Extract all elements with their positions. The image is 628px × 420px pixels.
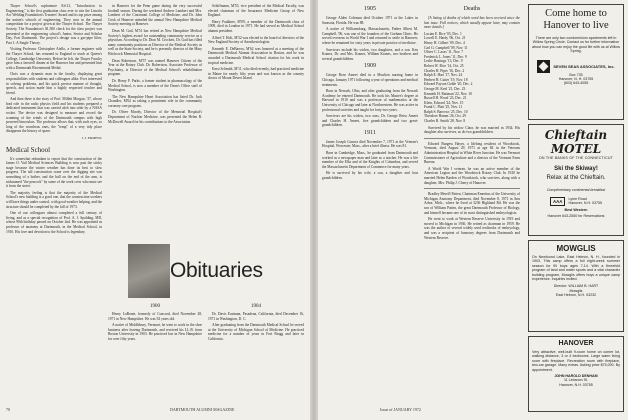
ad-body: There are only two condominium apartments left in Willow Spring Circle. Contact us for further information about how you can enjoy the good life with us at Willow Spring. (532, 36, 620, 54)
obituaries-title: Obituaries (170, 259, 263, 282)
paragraph: The New Hampshire Heart Association has listed Dr. Jack Chandler, M'62 as taking a prominent role in the community coronary care program. (108, 94, 202, 108)
paragraph: Visiting Professor Christopher Aiello, a former engineer with the Thayer School, has returned to England to teach at Queen's College, Cambridge University. Before he left, the Thayer Faculty gave him a farewell dinner at the Hanover Inn and presented him with a Dartmouth Bicentennial Medal. (6, 47, 102, 70)
paragraph: It's somewhat redundant to report that the construction of the James O. Vail Medical Sciences Building is now past the sticky stage because the winter weather has done its best to slow progress. The tall construction crane over the digging site was something of a bother, and the ball on the end of the arm, is nicknamed "the peacock" by some of the work crew who must see it from the street. (6, 156, 102, 189)
chieftain-logo: Chieftain MOTEL (544, 128, 608, 156)
chieftain-phone: Hanover 643-2550 for Reservations (547, 214, 605, 219)
paragraph: Edward Burgess Hayes, a lifelong resident of Woodstock, Vermont, died August 29, 1971 at age 84 in the Veterans Administration Hospital in White River Junction. He was Vermont Commissioner of Agriculture and a director of the Vermont Farm Bureau. (424, 141, 520, 165)
obituaries-banner (170, 252, 294, 290)
ad-chieftain-motel (528, 124, 624, 236)
paragraph: A World War I veteran, he was an active member of the American Legion and the Woodstock Rotary Club. In 1920 he married Helen Barden of Woodstock, who survives, along with a daughter, Mrs. Philip J. Cherry of Hanover. (424, 166, 520, 185)
ad-hanover-home (528, 336, 624, 412)
year-heading: 1900 (150, 304, 160, 309)
chieftain-city: Hanover, N.H. 03755 (568, 201, 603, 206)
mowglis-director: Director: WILLIAM B. HART (553, 284, 599, 289)
paragraph: Chris was a dynamic man in the faculty, displaying great responsibilities with students and colleagues alike. Ever interested in solving problems, and his quick precise manner of thought, speech, and action made him a highly respected teacher and friend. (6, 72, 102, 95)
paragraph: Survived by his widow Clara, he was married in 1934. His daughter also survives, as do two grandchildren. (424, 125, 520, 135)
mowglis-title: MOWGLIS (556, 244, 596, 253)
paragraph: After graduating from the Dartmouth Medical School he served at the University of Michigan School of Medicine. He practiced medicine for a number of years in Fort Bragg and later in California. (208, 323, 304, 341)
paragraph: George Alden Coleman died October 1971 at the Lakes in Sarasota, Florida. He was 88. (322, 16, 418, 25)
chieftain-ski: Ski the Skiway! (554, 166, 598, 173)
list-item: Klein, Edward '24, Nov. 15 (424, 100, 464, 105)
left-col-3 (208, 4, 304, 240)
paragraph: Bradley Merrill Patten, Chairman Emeritus of the University of Michigan Anatomy Department, died November 8, 1971 in Ann Arbor, Mich., where he lived at 3236 Highland Rd. He was the son of William Patten, the great Dartmouth Professor of Biology, and himself became one of its most distinguished embryologists. (424, 192, 520, 215)
mowglis-body: On Newfound Lake, East Hebron, N. H., founded in 1903. This camp offers a full eight-week summer season for 90 boys ages 7-14. With a threefold program of land and water sports and a vital character building program, Mowglis offers boys a unique camp experience. Inquiries invited. (532, 255, 620, 282)
author-signature: J. J. ERMENC (81, 136, 102, 141)
paragraph: Dr. Davis Eastman, Pasadena, California, died December 16, 1971 in Washington, D. C. (208, 312, 304, 321)
list-item: Lowell E. Hardy '06, Oct. 21 (424, 36, 466, 41)
deaths-list (424, 32, 520, 124)
ads-column (524, 0, 628, 420)
list-item: Charles H. Piper '16, Dec. 2 (424, 68, 465, 73)
paragraph: He is survived by his wife, a son, a daughter and four grandchildren. (322, 171, 418, 181)
chieftain-street: Lyme Road (568, 196, 587, 201)
chieftain-address-row (532, 197, 620, 206)
section-heading-medical: Medical School (6, 145, 51, 154)
footer-right: Issue of JANUARY 1972 (380, 407, 421, 412)
company-name: SEVEN SEAS ASSOCIATES, Inc. (553, 63, 615, 69)
left-col-2 (108, 4, 202, 240)
best-western: Best Western (564, 207, 588, 212)
obituary-photo (128, 244, 170, 298)
paragraph: in Hanover for the Penn game during the very successful football season. During the weekend Andrew Lambert and Mrs. Lambert of the Cincinnati College of Medicine, and Dr. John Cook of Hanover attended the annual New Hampshire Medical Society meeting at Hanover. (108, 4, 202, 27)
list-item: Henry H. Gilbert '09, Dec. 4 (424, 40, 465, 45)
paragraph: Dean Robertson, M'57 was named Hanover Citizen of the Year at the Rotary Club. Dr. Robertson, Associate Professor of Psychiatry, is Director of the Medical School's rehabilitation program. (108, 58, 202, 77)
list-item: Herbert H. Cutter '19, Nov. 18 (424, 77, 468, 82)
list-item: Carl G. Campbell '09, Nov. 11 (424, 45, 468, 50)
paragraph: Survivors include his widow, two daughters, and a son. Ken Kranes, Dr. and Mrs. Kranes, William Kranes, two brothers and several grandchildren. (322, 47, 418, 61)
paragraph: Kenneth E. DeBarros, M'62 was honored at a meeting of the Dartmouth Medical Alumni Association in Boston, and he was awarded a Dartmouth Medical School citation for his work in tropical medicine. (208, 46, 304, 65)
mowglis-city: Mowglis (569, 288, 583, 293)
list-item: Kenneth H. Ratiman '22, Nov. 10 (424, 91, 472, 96)
deaths-heading: Deaths (463, 6, 481, 12)
paragraph: The majority feeling is that the majority of the Medical School's new building is a good one, that the construction workers will have things under control, with good weather helping, and the structure should be completed by the fall of 1973. (6, 190, 102, 209)
hanover-street: 11 Lebanon St. (563, 378, 589, 383)
paragraph: Survivors are his widow, two sons, Dr. George Reiss Ameet and Charles H. Ameet, five grandchildren and two great-grandchildren. (322, 114, 418, 128)
paragraph: Harry Faulkner, M'09, a member of the Dartmouth class of 1909, died in London in 1971. He had served as Medical School alumni president. (208, 19, 304, 33)
chieftain-subtitle: ON THE BANKS OF THE CONNECTICUT (538, 156, 614, 160)
year-heading: 1905 (364, 6, 376, 12)
list-item: Theodore Hamm '26, Oct. 29 (424, 114, 466, 119)
list-item: Charles R. Smith '28, Nov. 8 (424, 119, 466, 124)
paragraph: Alfred T. Holt, M'32 was elected to the board of directors of the New England Society of Anesthesiologists. (208, 35, 304, 45)
hanover-title: HANOVER (558, 340, 594, 347)
chieftain-relax: Relax at the Chieftain. (546, 175, 606, 182)
list-item: Ralph E. Hart '17, Nov. 24 (424, 73, 463, 78)
deaths-intro: [A listing of deaths of which word has been received since the last issue. Full notices, which usually appear later, may contain more details.] (424, 16, 520, 30)
company-city: Hanover, N. H. 03755 (558, 77, 594, 82)
chieftain-breakfast: Complimentary continental breakfast (546, 188, 606, 193)
ad-headline: Come home to Hanover to live (543, 8, 609, 31)
ad-mowglis (528, 240, 624, 332)
hanover-body: Very attractive, well-built 9-room home on corner lot, walking distance, 3 or 4 bedrooms. Large warm living room with fireplace. Recreation room with fireplace, two-car garage. Many extras. Asking price $75,000. By appointment. (532, 350, 620, 372)
right-col-1 (322, 4, 418, 402)
list-item: Leslie Hastings '13, Dec. 9 (424, 59, 463, 64)
paragraph: Dean M. Gail, M'51 has retired as New Hampshire Medical Society's highest award for outstanding community service as a physician. According to Dr. Dion M. Crockett, Dr. Gail has filled many community positions as Director of the Medical Society as well as the State Society, and he is presently director of the Mary Hitchcock Memorial Hospital. (108, 28, 202, 56)
company-box: Box 735 (569, 72, 583, 77)
right-col-2 (424, 4, 520, 402)
paragraph: James Joseph Connor died November 7, 1971 at the Veteran's Hospital, Worcester, Mass., after a brief illness. He was 81. (322, 139, 418, 149)
paragraph: And then there is the story of Prof. Millett Morgan, '37, whose lead role in the radio physics field and his students prepared a dedicated instrument that was carried aloft into orbit by a NASA rocket. The device was designed to measure and record the scanning of the winds of the Dartmouth campus with high powered binoculars. The professor allows that, with such eyes, so long of the wondrous ones, the "temp" of a very tidy place disappears the history of space. (6, 97, 102, 134)
paragraph: Schiffmann, M'55, vice president of the Medical Faculty, was elected chairman of the Insurance Medicine Group of New England. (208, 4, 304, 18)
paragraph: A native of Middlebury, Vermont, he went to work in the shoe business after leaving Dartmouth, and received his LL.B. from Boston University in 1903. He practiced law in New Hampshire for over fifty years. (108, 323, 202, 341)
hanover-agent: JOHN HAROLD DENHAM (554, 374, 598, 379)
aaa-badge: AAA (550, 197, 566, 206)
obit-col-2 (108, 300, 202, 404)
year-heading: 1911 (364, 129, 376, 136)
list-item: Russell H. Wood '23, Dec. 21 (424, 96, 467, 101)
paragraph: Born in Newark, Ohio, and after graduating from the Newark Academy he entered Dartmouth. He took his Master's degree at Harvard in 1910 and was a professor of mathematics at the University of Chicago and later at Northwestern. He was active in professional societies and taught for forty-two years. (322, 89, 418, 112)
footer-left: DARTMOUTH ALUMNI MAGAZINE (170, 407, 235, 412)
company-phone: (603) 643-4055 (563, 81, 589, 86)
paragraph: George Rose Ameet died in a Moulton nursing home in Chicago, January 1971 following a year of operations and medical treatments. (322, 73, 418, 87)
divider (424, 188, 520, 189)
paragraph: Dr. Oliver Moody, Director of the Memorial Hospital's Department of Nuclear Medicine, was presented the Helen R. McDowell Award for his contributions to the Association. (108, 110, 202, 124)
ad-hanover-condo (528, 4, 624, 120)
paragraph: He went to work at Western Reserve University in 1919 and moved to Michigan in 1936. He retired as chairman in 1959. He was the author of several widely used textbooks of embryology, and was a recipient of honorary degrees from Dartmouth and Western Reserve. (424, 217, 520, 240)
ad-seven-seas (532, 60, 620, 73)
paragraph: Dr. Henry F. Parks, a former student in pharmacology of the Medical School, is now a member of the Dean's Office staff of Washington. (108, 78, 202, 93)
list-item: George M. Keel '21, Dec. 23 (424, 86, 466, 91)
chieftain-address (568, 197, 602, 206)
list-item: Oliver C. Lacas '11, Nov. 7 (424, 50, 464, 55)
paragraph: Born in Cambridge, Mass., he graduated from Dartmouth and worked as a newspaper man and later as a teacher. He was a life member of the Elks and of the Knights of Columbus, and served the Massachusetts Department of Commerce for many years. (322, 151, 418, 169)
paragraph: Thayer School's sophomore Ed-21, "Introduction to Engineering," is the first graduation class ever to win the Lincoln Arc Welding Foundation's Trustees' Award and its top prize among the nation's schools of engineering. They won in the annual competition for a project given at the Thayer School. The Thayer Society, The Foundation's $1,500 check for the class project was presented at the engineering school's Junior, Senior and Scholar Day, Fort Dartmouth. The project's design was a gas-pipe lifter, Part 1: A Single Theory. (6, 4, 102, 45)
page-gutter (310, 0, 318, 420)
list-item: Robert W. Rice '14, Oct. 25 (424, 63, 464, 68)
obit-col-3 (208, 300, 304, 404)
page-number-left: 70 (6, 407, 10, 412)
divider (424, 138, 520, 139)
mowglis-town: East Hebron, N.H. 03232 (555, 293, 597, 298)
list-item: Ralph S. Barrows '25, Dec. 10 (424, 109, 468, 114)
list-item: Frederick L. Jones '11, Dec. 9 (424, 54, 467, 59)
paragraph: Ernst Schmidt, M'11, who died recently, had practiced medicine in Maine for nearly fifty years and was known as the country doctor of Mount Desert Island. (208, 67, 304, 81)
list-item: Edward Payson Goble '20, Dec. 2 (424, 82, 473, 87)
list-item: Lucian E. Rice '03, Dec. 1 (424, 31, 462, 36)
year-heading: 1909 (364, 63, 376, 70)
left-col-1 (6, 4, 102, 402)
hanover-city: Hanover, N.H. 03755 (559, 382, 593, 387)
year-heading: 1904 (251, 304, 261, 309)
list-item: Frank C. Platt '25, Nov. 11 (424, 105, 463, 110)
paragraph: One of our colleagues almost completed a full century of living, and as a special recognition of Prof. A. J. Spalding, MD, whose 90th birthday passed on October 2nd. He was appointed as professor of anatomy at Dartmouth, in the Medical School, in 1910. His love and devotion to the School is legendary. (6, 211, 102, 234)
paragraph: A native of Williamsburg, Massachusetts, Father Albert M. Campbell, '06, was one of the founders of the Gorham Clinic. He served overseas in World War I and returned to settle in Hanover, where he remained for sixty years in private practice of medicine. (322, 27, 418, 45)
paragraph: Henry LaBonte, formerly of Concord, died November 28, 1971 in New Hampshire. He was 92 years old. (108, 312, 202, 321)
seven-seas-logo-icon (537, 60, 550, 73)
